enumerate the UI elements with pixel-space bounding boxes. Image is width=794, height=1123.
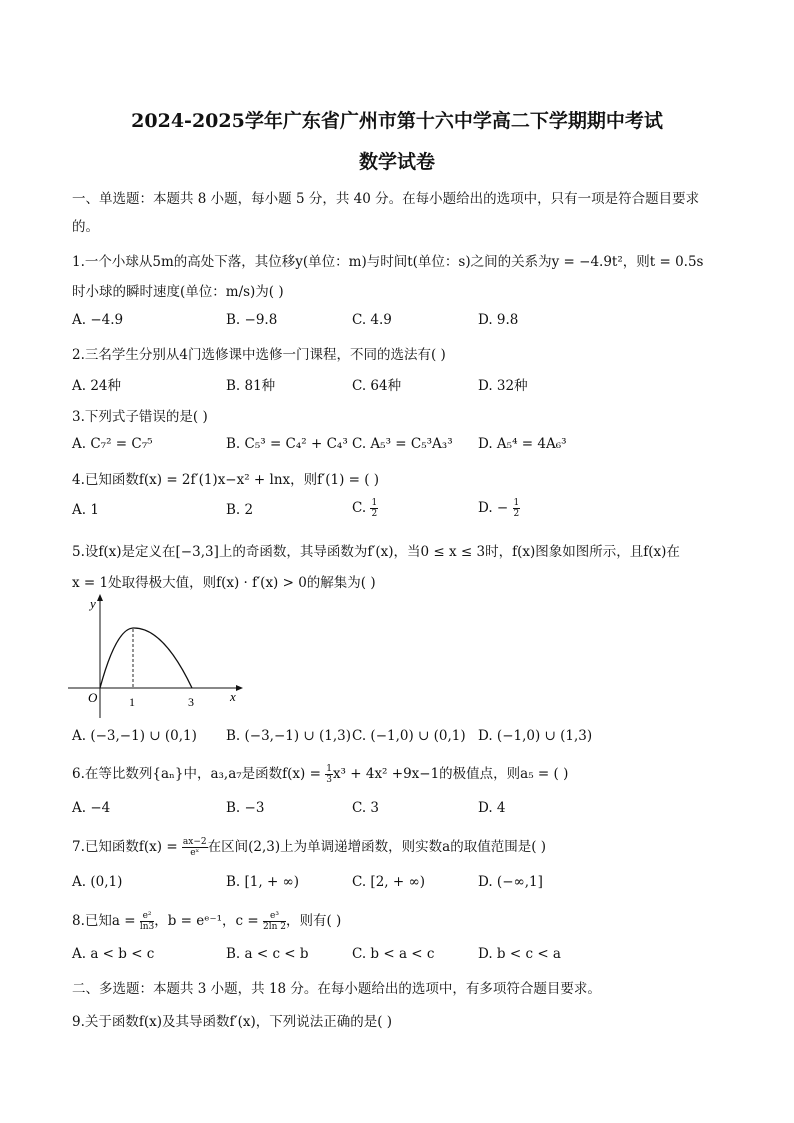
q1-option-b[interactable]: B. −9.8	[226, 312, 278, 328]
section2-heading: 二、多选题：本题共 3 小题，共 18 分。在每小题给出的选项中，有多项符合题目要求。	[72, 981, 601, 997]
q7-option-a[interactable]: A. (0,1)	[72, 874, 123, 890]
q4-option-a[interactable]: A. 1	[72, 502, 99, 518]
q5-function-graph	[68, 592, 244, 722]
q6-option-c[interactable]: C. 3	[352, 800, 380, 816]
q3-stem: 3.下列式子错误的是( )	[72, 409, 208, 425]
q8-stem-a: 8.已知a =	[72, 913, 140, 929]
exam-subtitle: 数学试卷	[358, 151, 435, 173]
q1-options	[72, 312, 727, 332]
q3-option-d[interactable]: D. A₅⁴ = 4A₆³	[478, 436, 567, 452]
q4-stem: 4.已知函数f(x) = 2f′(1)x−x² + lnx，则f′(1) = ( )	[72, 472, 380, 488]
q6-stem	[72, 762, 727, 785]
q8-stem-b: ，b = eᵉ⁻¹，c =	[154, 913, 263, 929]
function-curve	[100, 628, 192, 688]
q3-option-a[interactable]: A. C₇² = C₇⁵	[72, 436, 153, 452]
q9-stem: 9.关于函数f(x)及其导函数f′(x)，下列说法正确的是( )	[72, 1014, 393, 1030]
fraction-numerator: ax−2	[182, 837, 207, 847]
q7-stem-pre: 7.已知函数f(x) =	[72, 839, 182, 855]
q6-option-b[interactable]: B. −3	[226, 800, 265, 816]
q5-option-d[interactable]: D. (−1,0) ∪ (1,3)	[478, 728, 593, 744]
q7-option-c[interactable]: C. [2, + ∞)	[352, 874, 425, 890]
q8-option-d[interactable]: D. b < c < a	[478, 946, 561, 962]
fraction-numerator: e³	[263, 911, 286, 922]
q8-options	[72, 946, 727, 966]
q6-stem-pre: 6.在等比数列{aₙ}中，a₃,a₇是函数f(x) =	[72, 766, 326, 782]
q8-stem	[72, 909, 727, 932]
q7-option-b[interactable]: B. [1, + ∞)	[226, 874, 300, 890]
fraction-denominator: ln3	[139, 922, 155, 932]
y-axis-arrow	[97, 594, 103, 601]
q2-stem: 2.三名学生分别从4门选修课中选修一门课程，不同的选法有( )	[72, 347, 446, 363]
x-axis-arrow	[236, 685, 243, 691]
exam-title: 2024-2025学年广东省广州市第十六中学高二下学期期中考试	[131, 110, 663, 132]
q2-option-a[interactable]: A. 24种	[72, 378, 122, 394]
q2-option-b[interactable]: B. 81种	[226, 378, 276, 394]
fraction-denominator: 2	[513, 509, 520, 519]
q5-stem-cont: x = 1处取得极大值，则f(x) · f′(x) > 0的解集为( )	[72, 575, 376, 591]
y-axis-label: y	[90, 596, 96, 611]
q1-stem: 1.一个小球从5m的高处下落，其位移y(单位：m)与时间t(单位：s)之间的关系为y = −4.9t²，则t = 0.5s	[72, 254, 704, 270]
q7-fraction	[182, 837, 208, 858]
section1-heading: 一、单选题：本题共 8 小题，每小题 5 分，共 40 分。在每小题给出的选项中，只有一项是符合题目要求	[72, 191, 700, 207]
q7-stem-post: 在区间(2,3)上为单调递增函数，则实数a的取值范围是( )	[207, 839, 547, 855]
q8-option-c[interactable]: C. b < a < c	[352, 946, 435, 962]
q5-stem: 5.设f(x)是定义在[−3,3]上的奇函数，其导函数为f′(x)，当0 ≤ x ≤ 3时，f(x)图象如图所示，且f(x)在	[72, 544, 680, 560]
origin-label: O	[88, 690, 98, 705]
q5-option-c[interactable]: C. (−1,0) ∪ (0,1)	[352, 728, 466, 744]
fraction-numerator: 1	[371, 498, 378, 508]
q4-option-c-fraction	[370, 498, 378, 519]
q4-option-d-label: D. −	[478, 500, 509, 516]
q5-option-b[interactable]: B. (−3,−1) ∪ (1,3)	[226, 728, 352, 744]
q2-options	[72, 374, 727, 394]
q2-option-d[interactable]: D. 32种	[478, 378, 528, 394]
q6-stem-post: x³ + 4x² +9x−1的极值点，则a₅ = ( )	[332, 766, 569, 782]
q5-options	[72, 728, 727, 748]
q3-option-b[interactable]: B. C₅³ = C₄² + C₄³	[226, 436, 348, 452]
fraction-numerator: e²	[140, 911, 154, 922]
tick-label-1: 1	[129, 695, 135, 709]
q7-options	[72, 874, 727, 894]
section1-heading-cont: 的。	[72, 219, 99, 235]
q1-option-d[interactable]: D. 9.8	[478, 312, 519, 328]
q4-option-d-fraction	[513, 498, 521, 519]
q4-option-c[interactable]	[352, 498, 378, 519]
tick-label-3: 3	[188, 695, 194, 709]
q6-option-d[interactable]: D. 4	[478, 800, 506, 816]
fraction-denominator: 3	[326, 775, 332, 785]
q2-option-c[interactable]: C. 64种	[352, 378, 402, 394]
q5-option-a[interactable]: A. (−3,−1) ∪ (0,1)	[72, 728, 197, 744]
q6-fraction	[325, 764, 333, 785]
q8-fraction-a	[140, 911, 154, 932]
q4-option-c-label: C.	[352, 500, 367, 516]
q4-option-d[interactable]	[478, 498, 520, 519]
fraction-denominator: eˣ	[190, 848, 200, 858]
q6-options	[72, 800, 727, 820]
fraction-denominator: 2ln 2	[262, 922, 286, 932]
x-axis-label: x	[230, 689, 236, 704]
q7-option-d[interactable]: D. (−∞,1]	[478, 874, 543, 890]
q8-option-b[interactable]: B. a < c < b	[226, 946, 309, 962]
fraction-denominator: 2	[371, 509, 378, 519]
q8-stem-end: ，则有( )	[285, 913, 342, 929]
q1-option-a[interactable]: A. −4.9	[72, 312, 124, 328]
q3-options	[72, 436, 727, 456]
q3-option-c[interactable]: C. A₅³ = C₅³A₃³	[352, 436, 453, 452]
q8-option-a[interactable]: A. a < b < c	[72, 946, 155, 962]
q1-stem-cont: 时小球的瞬时速度(单位：m/s)为( )	[72, 284, 284, 300]
q4-options	[72, 498, 727, 522]
q7-stem	[72, 835, 727, 858]
q4-option-b[interactable]: B. 2	[226, 502, 254, 518]
fraction-numerator: 1	[326, 764, 332, 774]
q6-option-a[interactable]: A. −4	[72, 800, 111, 816]
q1-option-c[interactable]: C. 4.9	[352, 312, 392, 328]
fraction-numerator: 1	[513, 498, 520, 508]
q8-fraction-c	[263, 911, 286, 932]
